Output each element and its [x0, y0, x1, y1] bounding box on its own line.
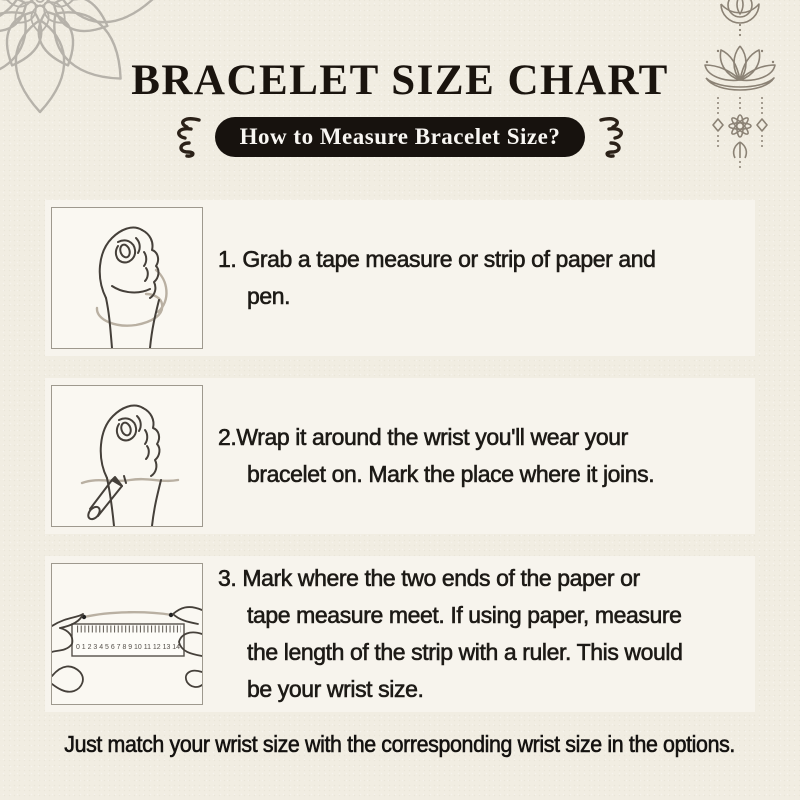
curly-flourish-left-icon: [168, 114, 204, 160]
step-2-illustration-box: [51, 385, 203, 527]
subtitle-pill: [215, 117, 586, 157]
step-1-illustration-box: [51, 207, 203, 349]
step-text-line: 3. Mark where the two ends of the paper or: [218, 565, 640, 591]
step-text-line: the length of the strip with a ruler. This would: [247, 639, 683, 665]
step-row-2: [45, 378, 755, 534]
step-3-text: [203, 560, 755, 708]
ruler-numbers: 0 1 2 3 4 5 6 7 8 9 10 11 12 13 14: [76, 644, 181, 651]
subtitle-row: [0, 114, 800, 160]
step-text-line: be your wrist size.: [247, 676, 424, 702]
step-row-1: [45, 200, 755, 356]
step-3-illustration-box: [51, 563, 203, 705]
fist-with-bracelet-loop-icon: [52, 208, 202, 348]
step-text-line: 2.Wrap it around the wrist you'll wear your: [218, 424, 628, 450]
step-1-text: [203, 241, 755, 315]
step-row-3: [45, 556, 755, 712]
step-text-line: tape measure meet. If using paper, measure: [247, 602, 682, 628]
steps-list: [45, 200, 755, 712]
fist-with-pen-marking-wrist-icon: [52, 386, 202, 526]
step-text-line: bracelet on. Mark the place where it joins.: [247, 461, 655, 487]
page-title: BRACELET SIZE CHART: [131, 57, 669, 104]
step-text-line: 1. Grab a tape measure or strip of paper and: [218, 246, 656, 272]
step-2-text: [203, 419, 755, 493]
footer-note: [0, 731, 800, 758]
subtitle-text: How to Measure Bracelet Size?: [239, 124, 561, 149]
hands-stretching-strip-over-ruler-icon: [52, 564, 202, 704]
footer-note-text: Just match your wrist size with the corresponding wrist size in the options.: [64, 731, 736, 757]
curly-flourish-right-icon: [596, 114, 632, 160]
step-text-line: pen.: [247, 283, 291, 309]
